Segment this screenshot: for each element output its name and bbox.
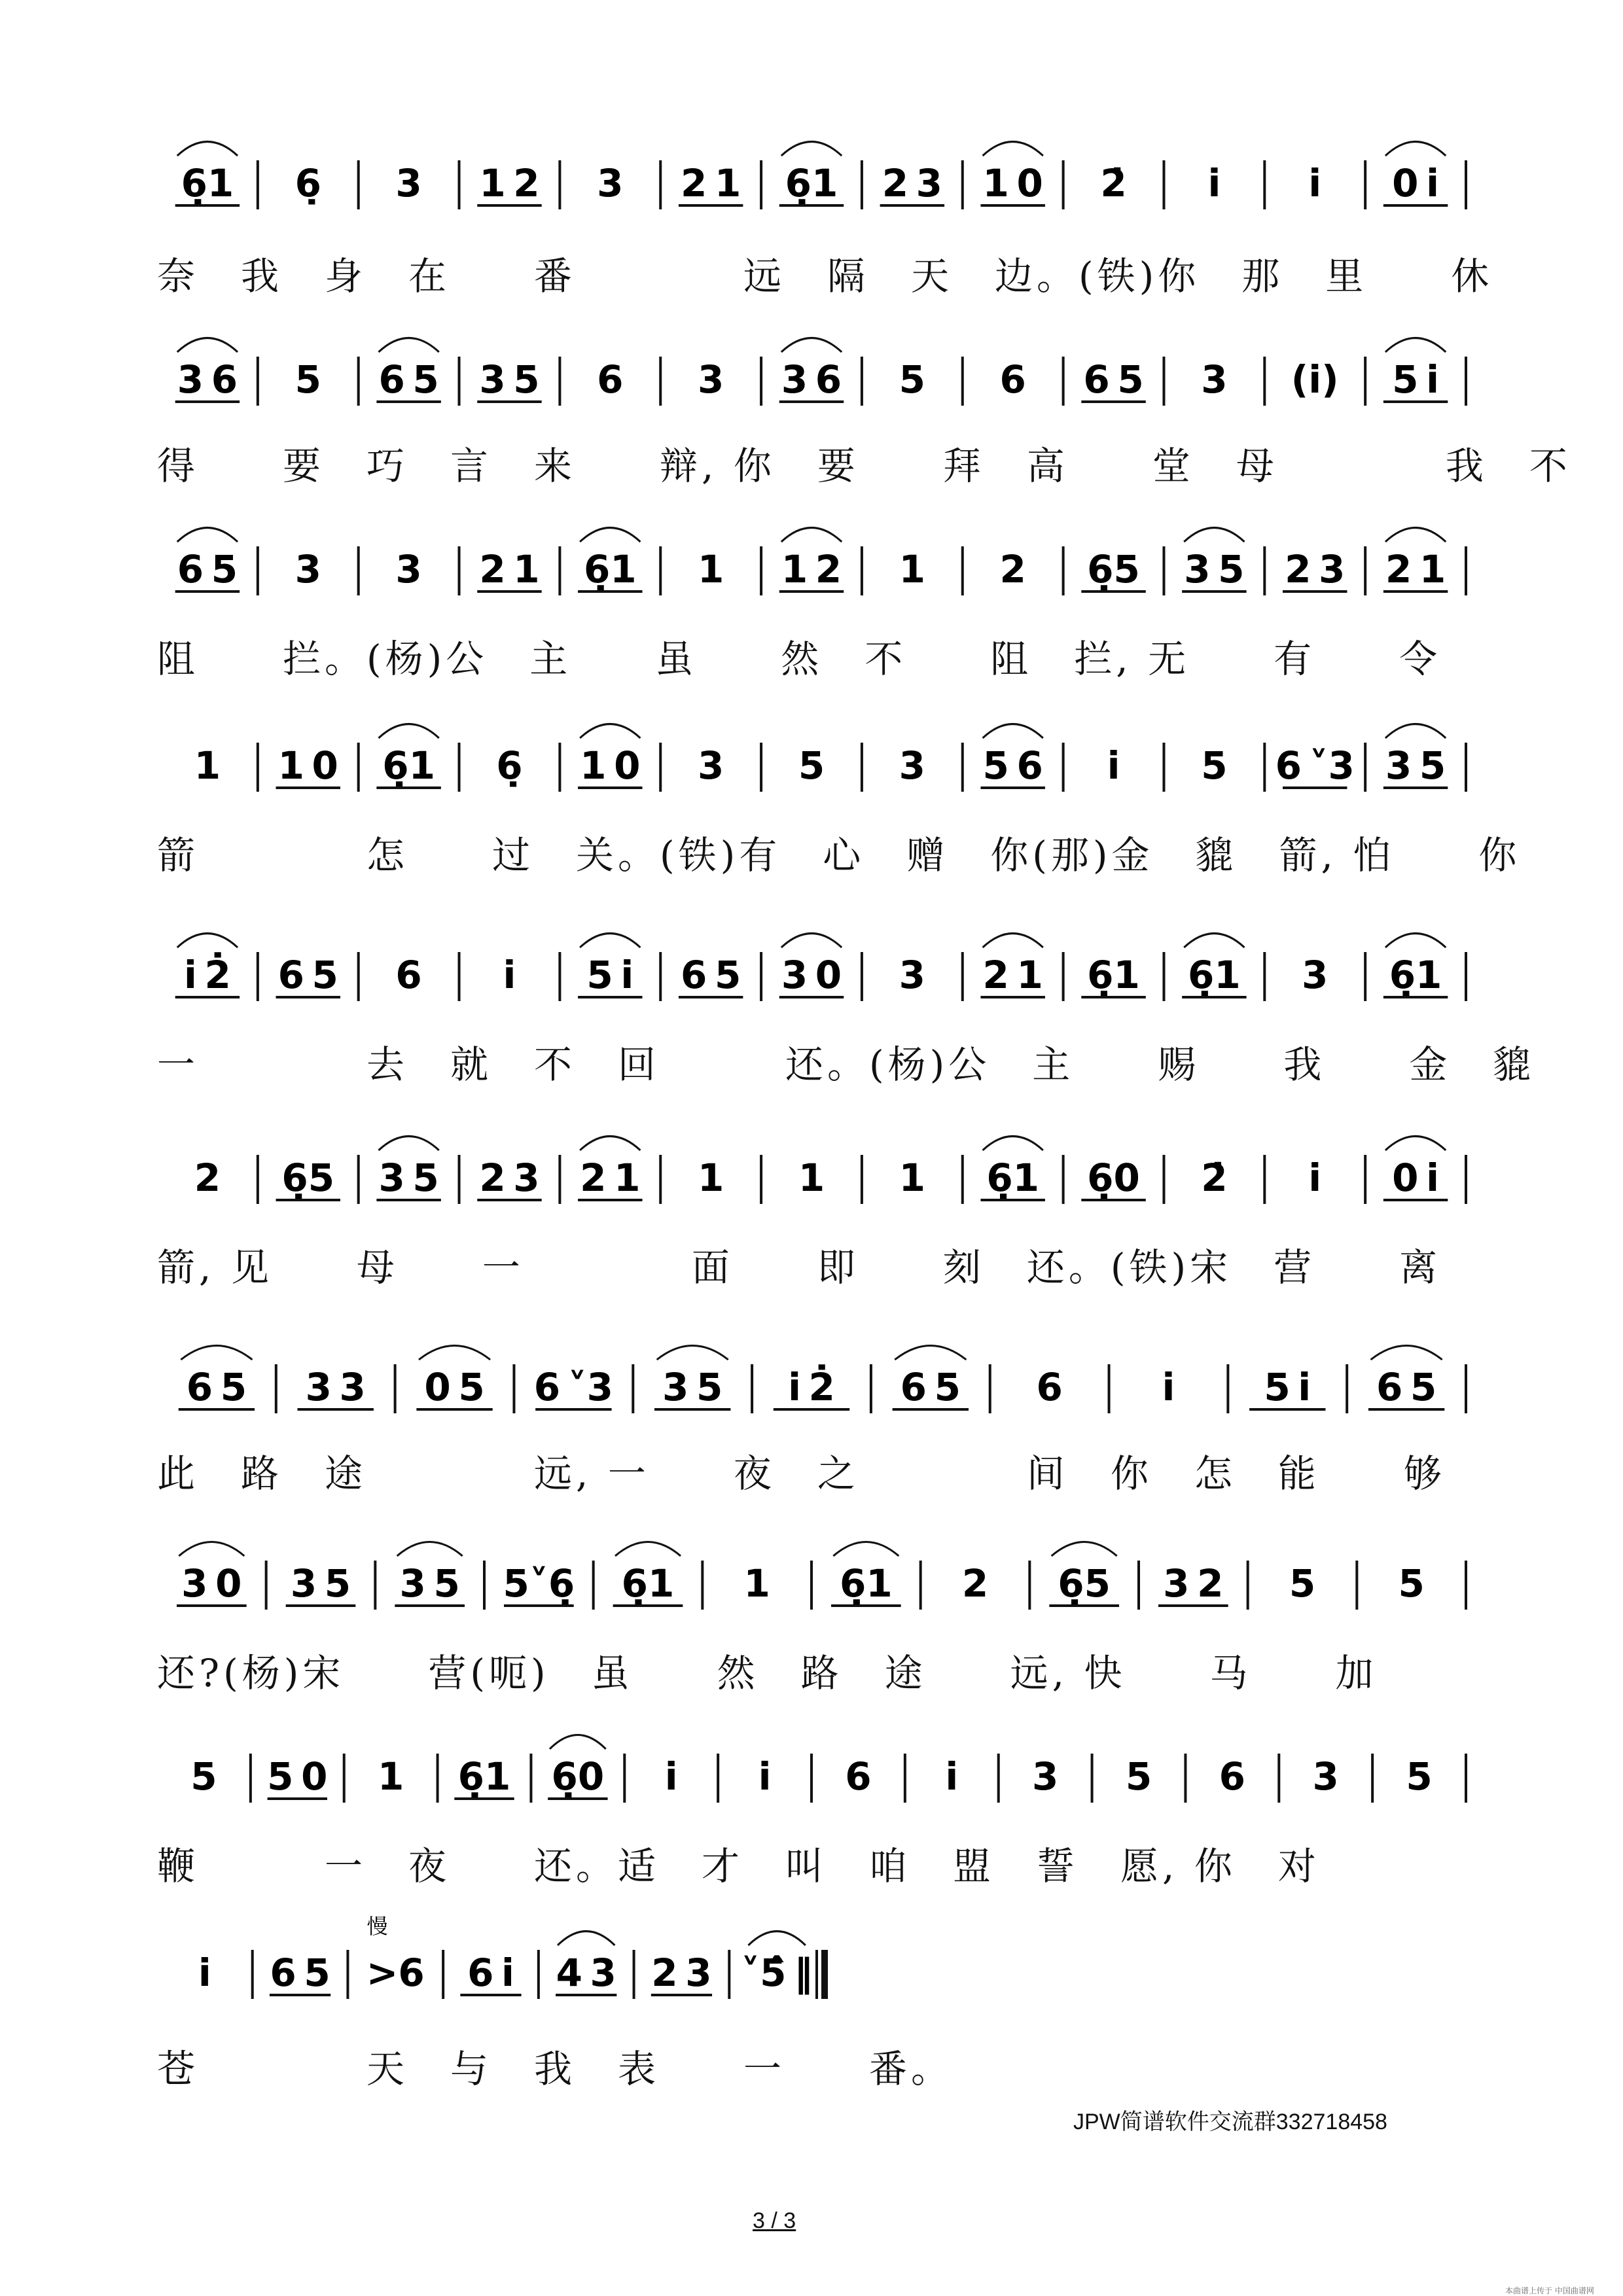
- note-group: 5: [899, 357, 926, 402]
- note-group: i: [1308, 161, 1322, 205]
- note-group: 6̣1: [181, 161, 234, 205]
- note-group: 3 5: [378, 1156, 439, 1200]
- note-group: 5: [1406, 1754, 1433, 1799]
- note-group: 6̣0: [1087, 1156, 1140, 1200]
- note-group: 6 ˅3: [533, 1365, 614, 1409]
- note-group: 6 5: [177, 547, 238, 592]
- note-group: 6 i: [467, 1951, 514, 1995]
- lyric-line-6: 箭, 见 母 一 面 即 刻 还。(铁)宋 营 离: [157, 1245, 1442, 1290]
- note-group: 2 3: [479, 1156, 540, 1200]
- note-group: 0 i: [1392, 161, 1439, 205]
- note-group: 1: [697, 1156, 724, 1200]
- note-group: 3 0: [181, 1561, 242, 1606]
- note-group: 2 1: [681, 161, 741, 205]
- note-group: 3: [1201, 357, 1228, 402]
- note-group: 2: [194, 1156, 221, 1200]
- slur-arc: [550, 1735, 606, 1750]
- note-group: i: [1162, 1365, 1175, 1409]
- note-group: 6: [395, 953, 422, 997]
- lyric-line-2: 得 要 巧 言 来 辩, 你 要 拜 高 堂 母 我 不: [157, 444, 1571, 488]
- slur-arc: [1385, 724, 1446, 739]
- note-group: 6̣1: [621, 1561, 675, 1606]
- note-group: 3: [395, 547, 422, 592]
- slur-arc: [983, 934, 1043, 948]
- note-group: i: [198, 1951, 211, 1995]
- slur-arc: [781, 934, 842, 948]
- lyric-line-9: 鞭 一 夜 还。适 才 叫 咱 盟 誓 愿, 你 对: [157, 1844, 1320, 1888]
- note-group: 6 5: [900, 1365, 961, 1409]
- lyric-line-5: 一 去 就 不 回 还。(杨)公 主 赐 我 金 貔: [157, 1042, 1535, 1087]
- lyric-line-1: 奈 我 身 在 番 远 隔 天 边。(铁)你 那 里 休: [157, 254, 1493, 298]
- slur-arc: [781, 338, 842, 353]
- upload-stamp: 本曲谱上传于 中国曲谱网: [1505, 2286, 1594, 2295]
- note-group: i: [945, 1754, 959, 1799]
- slur-arc: [781, 142, 842, 156]
- note-group: 3: [395, 161, 422, 205]
- note-group: i: [758, 1754, 772, 1799]
- note-group: 6̣1: [1389, 953, 1442, 997]
- note-group: 3 2: [1163, 1561, 1224, 1606]
- note-group: 3 6: [177, 357, 238, 402]
- note-group: 2 3: [651, 1951, 712, 1995]
- note-group: 2 3: [882, 161, 942, 205]
- note-group: 6: [597, 357, 624, 402]
- slur-arc: [983, 142, 1043, 156]
- note-group: i: [1107, 743, 1120, 788]
- note-group: 6̣5: [1087, 547, 1140, 592]
- note-group: 5: [190, 1754, 217, 1799]
- slur-arc: [1385, 142, 1446, 156]
- page-number: 3 / 3: [753, 2208, 796, 2233]
- slur-arc: [1184, 528, 1244, 542]
- slur-arc: [983, 1137, 1043, 1151]
- note-group: 4 3: [556, 1951, 616, 1995]
- slur-arc: [657, 1346, 728, 1360]
- note-group: (i): [1291, 357, 1339, 402]
- note-group: 0 i: [1392, 1156, 1439, 1200]
- slur-arc: [1385, 528, 1446, 542]
- slur-arc: [580, 528, 640, 542]
- slur-arc: [378, 338, 438, 353]
- note-group: i: [664, 1754, 678, 1799]
- note-group: 6 5: [186, 1365, 247, 1409]
- note-group: 2 1: [982, 953, 1043, 997]
- note-group: 2: [961, 1561, 989, 1606]
- slur-arc: [179, 1542, 244, 1557]
- slur-arc: [781, 528, 842, 542]
- note-group: 3: [294, 547, 321, 592]
- note-group: 6 ˅3: [1275, 743, 1355, 788]
- note-group: 3: [697, 743, 724, 788]
- note-group: 5: [1398, 1561, 1425, 1606]
- note-group: 3: [1302, 953, 1329, 997]
- footer-credit: JPW简谱软件交流群332718458: [1073, 2110, 1387, 2134]
- note-group: 1: [798, 1156, 825, 1200]
- slur-arc: [615, 1542, 681, 1557]
- note-group: 5: [294, 357, 321, 402]
- slur-arc: [580, 934, 640, 948]
- slur-arc: [1371, 1346, 1442, 1360]
- note-group: 3: [899, 743, 926, 788]
- note-group: 5 i: [586, 953, 634, 997]
- note-group: 1: [899, 1156, 926, 1200]
- slur-arc: [177, 934, 238, 948]
- note-group: 5: [1201, 743, 1228, 788]
- note-group: 2̇: [1201, 1156, 1228, 1200]
- note-group: 1 0: [277, 743, 338, 788]
- note-group: 6̣5: [281, 1156, 335, 1200]
- lyric-line-8: 还?(杨)宋 营(呃) 虽 然 路 途 远, 快 马 加: [157, 1651, 1378, 1695]
- note-group: 3: [597, 161, 624, 205]
- slur-arc: [419, 1346, 490, 1360]
- note-group: 3 5: [399, 1561, 460, 1606]
- note-group: i: [503, 953, 516, 997]
- note-group: 3: [1312, 1754, 1339, 1799]
- slur-arc: [833, 1542, 899, 1557]
- lyric-line-7: 此 路 途 远, 一 夜 之 间 你 怎 能 够: [157, 1451, 1446, 1496]
- slur-arc: [580, 724, 640, 739]
- note-group: 6 5: [277, 953, 338, 997]
- note-group: 6: [845, 1754, 872, 1799]
- note-group: 6̣1: [583, 547, 637, 592]
- note-group: 3: [1031, 1754, 1059, 1799]
- note-group: 2̇: [1100, 161, 1127, 205]
- slur-arc: [378, 1137, 438, 1151]
- note-group: 3 5: [662, 1365, 723, 1409]
- note-group: 1: [899, 547, 926, 592]
- note-group: 5 i: [1392, 357, 1439, 402]
- note-group: 6 5: [378, 357, 439, 402]
- slur-arc: [181, 1346, 252, 1360]
- note-group: 6̣1: [986, 1156, 1040, 1200]
- note-group: 5: [1125, 1754, 1152, 1799]
- slur-arc: [1184, 934, 1244, 948]
- note-group: 1: [194, 743, 221, 788]
- note-group: 6̣1: [1087, 953, 1140, 997]
- note-group: i 2̇: [788, 1365, 835, 1409]
- note-group: 3 5: [479, 357, 540, 402]
- slur-arc: [580, 1137, 640, 1151]
- note-group: 6̣1: [457, 1754, 511, 1799]
- note-group: 6 5: [1083, 357, 1144, 402]
- note-group: 2: [999, 547, 1026, 592]
- slur-arc: [397, 1542, 463, 1557]
- note-group: 1 0: [580, 743, 641, 788]
- note-group: 6̣1: [785, 161, 838, 205]
- note-group: 6: [1219, 1754, 1246, 1799]
- note-group: 1: [697, 547, 724, 592]
- note-group: 6̣: [294, 161, 321, 205]
- note-group: 3 5: [1184, 547, 1245, 592]
- note-group: 6̣5: [1058, 1561, 1111, 1606]
- note-group: 6̣1: [1188, 953, 1241, 997]
- note-group: 3: [899, 953, 926, 997]
- note-group: 6 5: [1376, 1365, 1437, 1409]
- note-group: 6: [1036, 1365, 1063, 1409]
- note-group: 3 5: [290, 1561, 351, 1606]
- note-group: 5: [1289, 1561, 1316, 1606]
- note-group: 5 i: [1264, 1365, 1311, 1409]
- lyric-line-4: 箭 怎 过 关。(铁)有 心 赠 你(那)金 貔 箭, 怕 你: [157, 833, 1521, 877]
- note-group: 0 5: [424, 1365, 485, 1409]
- slur-arc: [177, 338, 238, 353]
- note-group: 3 3: [305, 1365, 366, 1409]
- slur-arc: [1052, 1542, 1117, 1557]
- note-group: 6̣0: [551, 1754, 605, 1799]
- note-group: 2 1: [580, 1156, 641, 1200]
- note-group: 1 2: [479, 161, 540, 205]
- note-group: 5˅6̣: [503, 1561, 575, 1606]
- note-group: i 2̇: [184, 953, 231, 997]
- note-group: 6̣1: [382, 743, 435, 788]
- lyric-line-3: 阻 拦。(杨)公 主 虽 然 不 阻 拦, 无 有 令: [157, 637, 1442, 681]
- slur-arc: [1385, 1137, 1446, 1151]
- note-group: 1 2: [781, 547, 842, 592]
- tempo-mark: 慢: [366, 1914, 388, 1939]
- note-group: 2 1: [479, 547, 540, 592]
- note-group: 5 6: [982, 743, 1043, 788]
- note-group: 6 5: [681, 953, 741, 997]
- slur-arc: [895, 1346, 966, 1360]
- slur-arc: [378, 724, 438, 739]
- note-group: i: [1308, 1156, 1322, 1200]
- note-group: 2 3: [1285, 547, 1346, 592]
- note-group: 6̣1: [839, 1561, 893, 1606]
- slur-arc: [1385, 338, 1446, 353]
- slur-arc: [1385, 934, 1446, 948]
- slur-arc: [177, 142, 238, 156]
- note-group: 3 5: [1385, 743, 1446, 788]
- note-group: 6 5: [270, 1951, 330, 1995]
- note-group: 1 0: [982, 161, 1043, 205]
- note-group: 2 1: [1385, 547, 1446, 592]
- note-group: >6: [366, 1951, 425, 1995]
- note-group: 6: [999, 357, 1026, 402]
- note-group: 3: [697, 357, 724, 402]
- slur-arc: [177, 528, 238, 542]
- note-group: 5: [798, 743, 825, 788]
- slur-arc: [748, 1932, 805, 1946]
- note-group: 1: [743, 1561, 770, 1606]
- note-group: 3 6: [781, 357, 842, 402]
- note-group: 1: [377, 1754, 404, 1799]
- note-group: ˅5̂ ‖: [741, 1951, 813, 1995]
- lyric-line-10: 苍 天 与 我 表 一 番。: [157, 2047, 954, 2091]
- slur-arc: [558, 1932, 615, 1946]
- slur-arc: [983, 724, 1043, 739]
- note-group: 5 0: [267, 1754, 328, 1799]
- note-group: 6̣: [496, 743, 523, 788]
- note-group: 3 0: [781, 953, 842, 997]
- note-group: i: [1207, 161, 1221, 205]
